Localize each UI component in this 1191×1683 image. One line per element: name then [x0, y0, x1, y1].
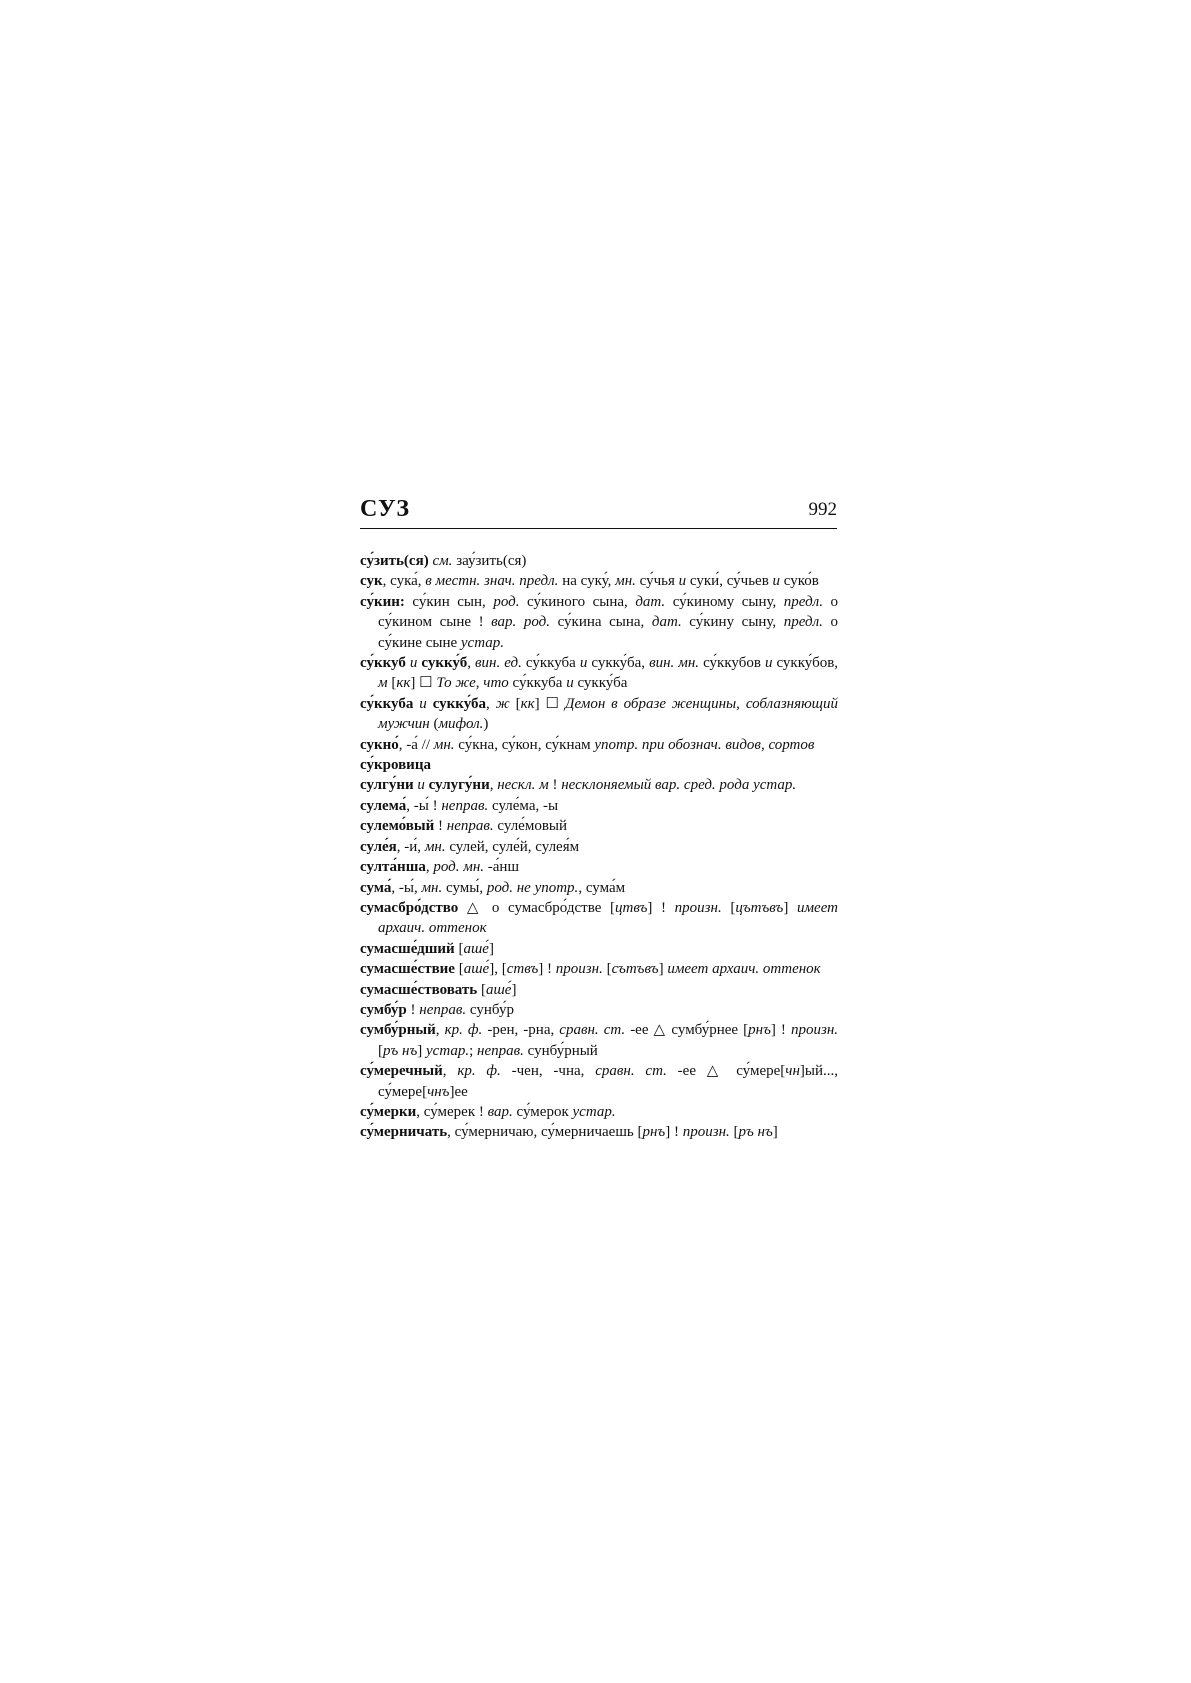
- entry-text: и: [405, 655, 422, 672]
- entry-text: Демон в образе женщины, соблазняющий мужчин: [378, 695, 838, 733]
- entry-text: произн.: [790, 1022, 839, 1039]
- entry-text: предл.: [783, 593, 823, 610]
- entry-text: и: [413, 777, 429, 794]
- entry-text: цтвъ: [614, 899, 648, 916]
- dictionary-entry: [360, 1061, 838, 1102]
- entry-text: су́ккуба: [521, 655, 580, 672]
- entry-text: дат.: [635, 593, 666, 610]
- entry-text: и: [678, 573, 687, 590]
- dictionary-entry: [360, 959, 838, 979]
- entry-text: сукку́б: [421, 655, 468, 672]
- running-head: СУЗ: [360, 496, 410, 522]
- entry-text: ;: [469, 1042, 478, 1059]
- entry-headword: сумасше́дший: [360, 940, 455, 957]
- entry-text: на суку́,: [558, 573, 616, 590]
- entry-headword: сулемо́вый: [360, 818, 435, 835]
- entry-text: сумы́,: [442, 879, 487, 896]
- entry-headword: су́меречный: [360, 1063, 443, 1080]
- page-number: 992: [808, 499, 837, 520]
- entry-text: [: [378, 1042, 383, 1059]
- entry-text: род. не употр.: [486, 879, 579, 896]
- entry-text: нескл. м: [497, 777, 549, 794]
- entry-text: произн.: [674, 899, 722, 916]
- entry-text: сунбу́рный: [523, 1042, 598, 1059]
- entry-text: , су́мерек !: [416, 1103, 488, 1120]
- entry-text: -рен, -рна,: [482, 1022, 560, 1039]
- entry-text: употр. при обознач. видов, сортов: [594, 736, 815, 753]
- entry-text: , -ы́ !: [406, 797, 442, 814]
- entry-text: су́ккуба: [508, 675, 567, 692]
- dictionary-entries: [360, 551, 838, 1143]
- dictionary-entry: [360, 694, 838, 735]
- entry-text: аше́: [463, 940, 489, 957]
- entry-headword: суле́я: [360, 838, 397, 855]
- entry-text: !: [548, 777, 562, 794]
- entry-headword: султа́нша: [360, 859, 426, 876]
- entry-text: имеет архаич. оттенок: [378, 899, 838, 937]
- entry-text: [: [509, 695, 521, 712]
- entry-headword: сулгу́ни: [360, 777, 414, 794]
- entry-text: су́киного сына,: [519, 593, 636, 610]
- entry-text: ]ый..., су́мере[: [378, 1063, 839, 1100]
- dictionary-entry: [360, 1020, 838, 1061]
- entry-text: , -и́,: [396, 838, 425, 855]
- entry-text: рнъ: [748, 1022, 771, 1039]
- entry-text: произн.: [555, 961, 603, 978]
- entry-text: ]: [417, 1042, 427, 1059]
- entry-text: ,: [467, 655, 476, 672]
- entry-text: -чен, -чна,: [500, 1063, 596, 1080]
- entry-text: дат.: [651, 614, 682, 631]
- entry-text: , сука́,: [382, 573, 426, 590]
- entry-text: су́кина сына,: [550, 614, 652, 631]
- dictionary-entry: [360, 837, 838, 857]
- entry-text: см.: [432, 553, 453, 569]
- entry-text: ,: [425, 859, 434, 876]
- entry-text: о су́кине сыне: [378, 614, 838, 651]
- dictionary-entry: [360, 1122, 838, 1142]
- entry-text: То же, что: [436, 675, 509, 692]
- dictionary-entry: [360, 775, 838, 795]
- entry-headword: сукно́: [360, 736, 399, 753]
- entry-text: предл.: [783, 614, 823, 631]
- entry-text: и: [772, 573, 781, 590]
- entry-text: [: [477, 981, 486, 998]
- entry-text: и: [566, 675, 574, 692]
- dictionary-entry: [360, 878, 838, 898]
- dictionary-entry: [360, 1000, 838, 1020]
- entry-text: сукку́бов,: [772, 655, 839, 672]
- entry-text: су́чья: [635, 573, 679, 590]
- entry-text: ствъ: [506, 961, 539, 978]
- entry-text: устар.: [572, 1103, 616, 1120]
- entry-text: су́кину сыну,: [681, 614, 784, 631]
- entry-text: ,: [486, 695, 496, 712]
- entry-text: суки́, су́чьев: [686, 573, 773, 590]
- entry-text: суле́ма, -ы: [488, 797, 559, 814]
- entry-text: устар.: [460, 634, 504, 651]
- entry-text: △ о сумасбро́дстве [: [458, 899, 615, 916]
- entry-headword: су́ккуб: [360, 655, 406, 672]
- entry-text: ,: [435, 1022, 445, 1039]
- entry-text: неправ.: [419, 1001, 467, 1018]
- page-header: [360, 496, 837, 526]
- entry-text: сулей, суле́й, сулея́м: [445, 838, 580, 855]
- entry-text: вар. род.: [491, 614, 551, 631]
- entry-text: аше́: [485, 981, 512, 998]
- entry-text: су́киному сыну,: [665, 593, 784, 610]
- entry-text: род. мн.: [433, 859, 485, 876]
- entry-headword: су́мерки: [360, 1103, 417, 1120]
- entry-text: , -ы́,: [391, 879, 422, 896]
- entry-text: ): [483, 716, 489, 733]
- entry-text: су́кин сын,: [404, 593, 494, 610]
- entry-text: (: [429, 716, 439, 733]
- entry-text: [: [387, 675, 397, 692]
- entry-text: мн.: [433, 736, 455, 753]
- entry-headword: сумасше́ствие: [360, 961, 455, 978]
- entry-text: мн.: [615, 573, 636, 590]
- entry-text: вар.: [487, 1103, 513, 1120]
- entry-headword: сумбу́р: [360, 1001, 407, 1018]
- entry-text: су́кна, су́кон, су́кнам: [454, 736, 595, 753]
- entry-text: сулугу́ни: [428, 777, 490, 794]
- entry-text: в местн. знач. предл.: [425, 573, 559, 590]
- entry-text: кк: [396, 675, 411, 692]
- entry-text: вин. мн.: [649, 655, 700, 672]
- entry-text: и: [764, 655, 773, 672]
- entry-text: чнъ: [427, 1083, 450, 1100]
- entry-text: ]: [783, 899, 797, 916]
- entry-text: ,: [489, 777, 498, 794]
- entry-text: ] !: [538, 961, 556, 978]
- header-rule: [360, 528, 837, 529]
- entry-text: м: [378, 675, 388, 692]
- entry-text: ,: [442, 1063, 458, 1080]
- dictionary-entry: [360, 796, 838, 816]
- entry-text: мифол.: [438, 716, 484, 733]
- entry-text: ], [: [489, 961, 507, 978]
- entry-headword: су́мерничать: [360, 1124, 448, 1141]
- entry-text: ]: [511, 981, 517, 998]
- entry-text: цътъвъ: [735, 899, 784, 916]
- dictionary-entry: [360, 939, 838, 959]
- entry-text: рнъ: [642, 1124, 666, 1141]
- entry-text: род.: [493, 593, 520, 610]
- entry-text: су́мерок: [512, 1103, 573, 1120]
- entry-text: -ее △ сумбу́рнее [: [625, 1022, 749, 1039]
- entry-headword: сумасбро́дство: [360, 899, 459, 916]
- entry-text: зау́зить(ся): [452, 553, 527, 569]
- entry-headword: сулема́: [360, 797, 407, 814]
- entry-text: [: [454, 940, 464, 957]
- dictionary-entry: [360, 980, 838, 1000]
- entry-text: ръ нъ: [383, 1042, 418, 1059]
- entry-text: кр. ф.: [457, 1063, 501, 1080]
- entry-text: , сума́м: [578, 879, 626, 896]
- entry-text: несклоняемый вар. сред. рода устар.: [561, 777, 797, 794]
- entry-text: [: [729, 1124, 739, 1141]
- entry-headword: сумбу́рный: [360, 1022, 436, 1039]
- entry-text: , -а́ //: [398, 736, 434, 753]
- entry-text: ]ее: [449, 1083, 468, 1100]
- entry-text: имеет архаич. оттенок: [667, 961, 821, 978]
- dictionary-entry: [360, 551, 838, 571]
- entry-text: о су́кином сыне !: [378, 593, 838, 631]
- entry-text: сукку́ба: [573, 675, 628, 692]
- entry-headword: сук: [360, 573, 383, 590]
- entry-text: сукку́ба,: [587, 655, 650, 672]
- entry-text: чн: [785, 1063, 800, 1080]
- entry-text: мн.: [424, 838, 446, 855]
- entry-text: ] !: [665, 1124, 683, 1141]
- entry-text: ] !: [647, 899, 675, 916]
- dictionary-entry: [360, 1102, 838, 1122]
- entry-text: устар.: [426, 1042, 470, 1059]
- dictionary-entry: [360, 735, 838, 755]
- entry-text: ръ нъ: [738, 1124, 773, 1141]
- entry-text: неправ.: [477, 1042, 524, 1059]
- dictionary-entry: [360, 755, 838, 775]
- entry-text: сукку́ба: [432, 695, 487, 712]
- dictionary-entry: [360, 857, 838, 877]
- entry-text: ]: [658, 961, 668, 978]
- entry-text: ] !: [770, 1022, 791, 1039]
- dictionary-entry: [360, 898, 838, 939]
- entry-text: суко́в: [780, 573, 819, 590]
- entry-headword: сума́: [360, 879, 392, 896]
- entry-text: неправ.: [441, 797, 489, 814]
- entry-headword: су́ккуба: [360, 695, 414, 712]
- entry-headword: сумасше́ствовать: [360, 981, 478, 998]
- entry-text: неправ.: [446, 818, 494, 835]
- entry-text: су́ккубов: [699, 655, 765, 672]
- entry-text: мн.: [421, 879, 443, 896]
- entry-text: суле́мовый: [493, 818, 568, 835]
- dictionary-entry: [360, 816, 838, 836]
- entry-text: ж: [495, 695, 510, 712]
- entry-text: , су́мерничаю, су́мерничаешь [: [447, 1124, 643, 1141]
- entry-text: и: [413, 695, 433, 712]
- entry-text: ]: [772, 1124, 778, 1141]
- entry-text: !: [406, 1001, 420, 1018]
- entry-text: сравн. ст.: [595, 1063, 667, 1080]
- dictionary-entry: [360, 592, 838, 653]
- entry-text: ] ☐: [534, 695, 565, 712]
- entry-text: [: [721, 899, 736, 916]
- entry-text: [: [602, 961, 612, 978]
- entry-text: !: [434, 818, 447, 835]
- entry-text: -ее △ су́мере[: [666, 1063, 786, 1080]
- entry-text: ] ☐: [410, 675, 437, 692]
- entry-text: вин. ед.: [475, 655, 522, 672]
- entry-headword: су́кин:: [360, 593, 405, 610]
- dictionary-entry: [360, 653, 838, 694]
- entry-text: аше́: [463, 961, 490, 978]
- entry-text: -а́нш: [484, 859, 519, 876]
- entry-headword: су́кровица: [360, 757, 431, 774]
- entry-text: сътъвъ: [611, 961, 659, 978]
- dictionary-entry: [360, 571, 838, 591]
- entry-text: кк: [520, 695, 535, 712]
- entry-headword: су́зить(ся): [360, 553, 429, 569]
- entry-text: [: [454, 961, 464, 978]
- entry-text: сунбу́р: [466, 1001, 514, 1018]
- entry-text: сравн. ст.: [559, 1022, 626, 1039]
- entry-text: и: [579, 655, 588, 672]
- entry-text: произн.: [682, 1124, 730, 1141]
- entry-text: ]: [488, 940, 494, 957]
- entry-text: кр. ф.: [444, 1022, 483, 1039]
